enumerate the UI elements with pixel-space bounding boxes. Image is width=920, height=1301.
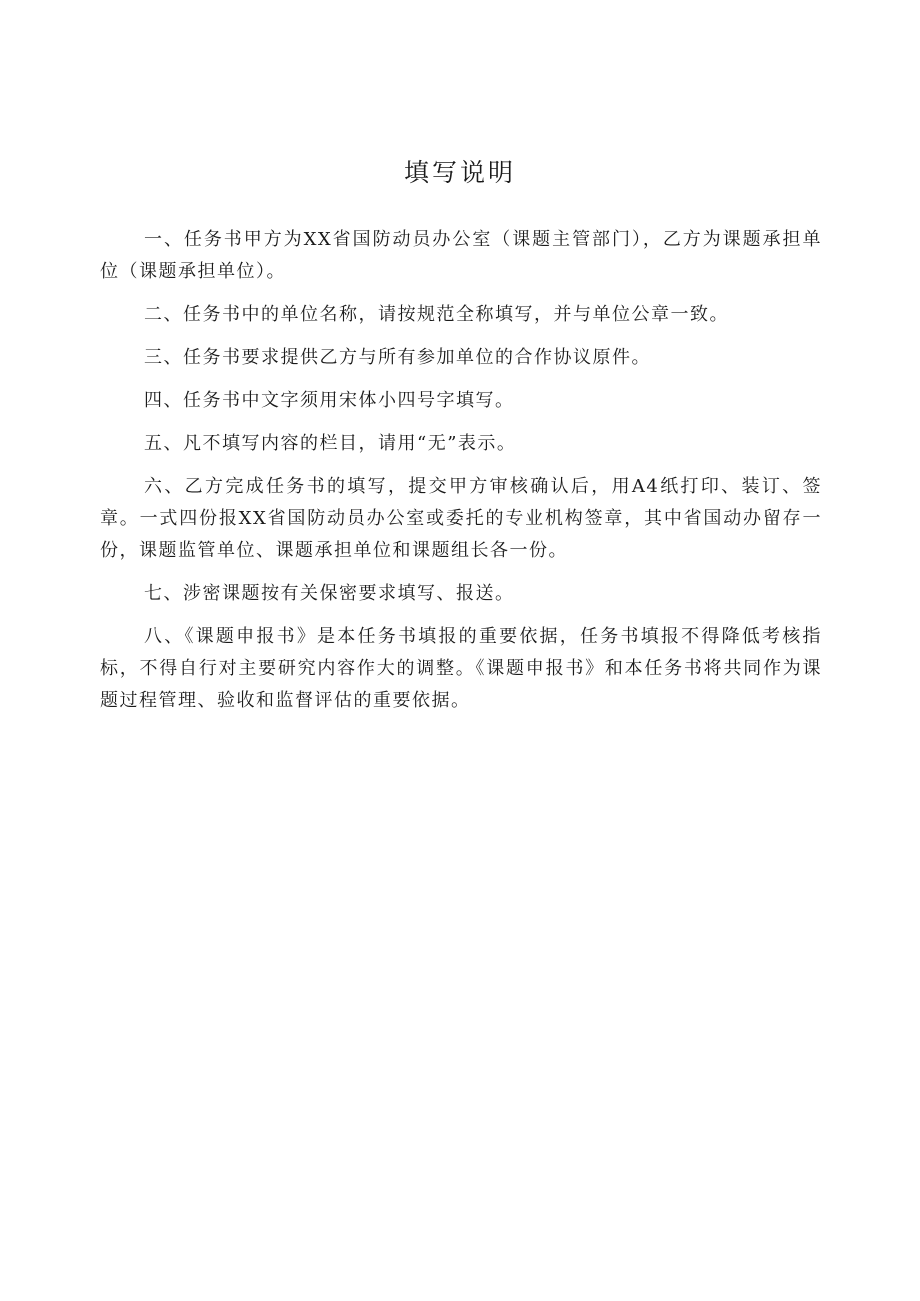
instruction-item-1: 一、任务书甲方为XX省国防动员办公室（课题主管部门），乙方为课题承担单位（课题承担单位）。 — [100, 229, 822, 282]
instruction-item-4: 四、任务书中文字须用宋体小四号字填写。 — [144, 390, 515, 411]
instruction-item-8: 八、《课题申报书》是本任务书填报的重要依据，任务书填报不得降低考核指标，不得自行对主要研究内容作大的调整。《课题申报书》和本任务书将共同作为课题过程管理、验收和监督评估的重要依据。 — [100, 626, 822, 711]
instructions-body — [100, 224, 822, 728]
instruction-item-7: 七、涉密课题按有关保密要求填写、报送。 — [144, 583, 515, 604]
instruction-item-2: 二、任务书中的单位名称，请按规范全称填写，并与单位公章一致。 — [144, 304, 729, 325]
page-title: 填写说明 — [403, 158, 516, 187]
instruction-item-5: 五、凡不填写内容的栏目，请用“无”表示。 — [144, 433, 517, 454]
instruction-item-6: 六、乙方完成任务书的填写，提交甲方审核确认后，用A4纸打印、装订、签章。一式四份报XX省国防动员办公室或委托的专业机构签章，其中省国动办留存一份，课题监管单位、课题承担单位和课题组长各一份。 — [100, 476, 822, 561]
instruction-item-3: 三、任务书要求提供乙方与所有参加单位的合作协议原件。 — [144, 347, 651, 368]
